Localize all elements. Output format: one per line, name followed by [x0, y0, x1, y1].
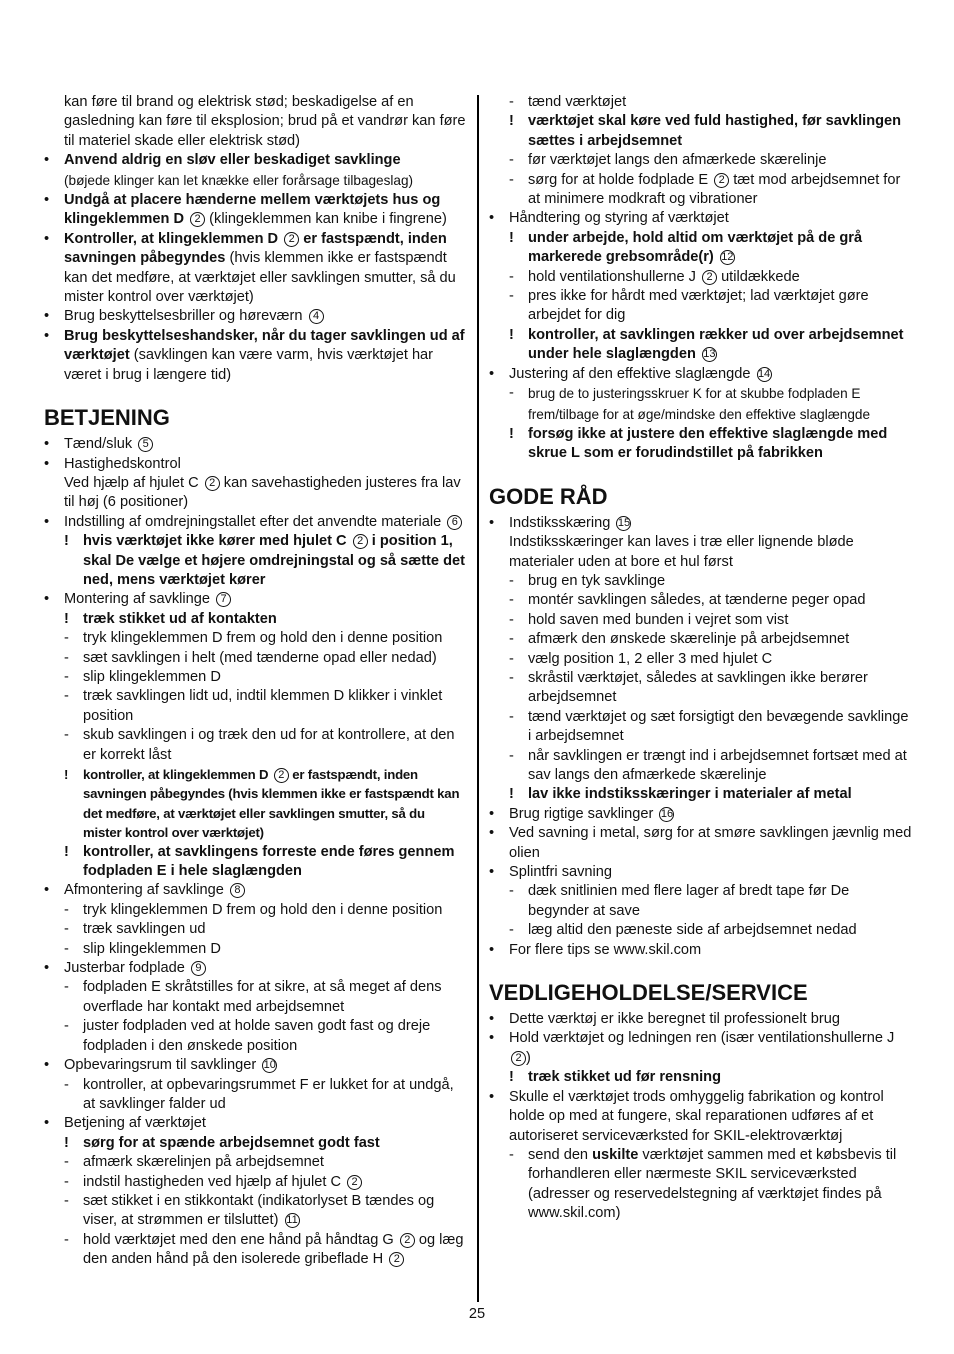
- dash-item: - når savklingen er trængt ind i arbejdsemnet fortsæt med at sav langs den afmærkede skærelinje: [509, 747, 907, 783]
- list-item: • Kontroller, at klingeklemmen D 2 er fastspændt, inden savningen påbegyndes (hvis klemmen ikke er fastspændt kan det medføre, at værktøjet eller savklingen smutter, så du mister kontrol over værktøjet): [44, 230, 456, 306]
- list-item: • Betjening af værktøjet: [44, 1115, 206, 1132]
- dash-item: - træk savklingen ud: [64, 921, 206, 938]
- warning-item: ! hvis værktøjet ikke kører med hjulet C 2 i position 1, skal De vælge et højere omdrejningstal og så sætte det ned, mens værktøjet kører: [64, 533, 465, 588]
- dash-item: - kontroller, at opbevaringsrummet F er lukket for at undgå, at savklinger falder ud: [64, 1076, 454, 1112]
- dash-item: - tænd værktøjet: [509, 94, 627, 110]
- dash-item: - montér savklingen således, at tænderne peger opad: [509, 592, 866, 609]
- dash-item: - slip klingeklemmen D: [64, 668, 221, 685]
- left-column: [44, 93, 466, 1270]
- right-column: [489, 93, 913, 1224]
- dash-item: - træk savklingen lidt ud, indtil klemmen D klikker i vinklet position: [64, 688, 443, 724]
- warning-item: ! kontroller, at klingeklemmen D 2 er fastspændt, inden savningen påbegyndes (hvis klemmen ikke er fastspændt kan det medføre, at værktøjet eller savklingen smutter, så du mister kontrol over værktøjet): [64, 767, 460, 841]
- figure-ref: 2: [347, 1175, 362, 1190]
- dash-item: - brug en tyk savklinge: [509, 572, 666, 589]
- dash-item: - læg altid den pæneste side af arbejdsemnet nedad: [509, 922, 857, 939]
- list-item: • Brug beskyttelseshandsker, når du tager savklingen ud af værktøjet (savklingen kan være varm, hvis værktøjet har været i brug i længere tid): [44, 327, 465, 383]
- dash-item: - sæt stikket i en stikkontakt (indikatorlyset B tændes og viser, at strømmen er tilsluttet) 11: [64, 1192, 435, 1229]
- dash-item: - tænd værktøjet og sæt forsigtigt den bevægende savklinge i arbejdsemnet: [509, 708, 909, 745]
- list-item: • Justering af den effektive slaglængde 14: [489, 365, 771, 382]
- figure-ref: 10: [263, 1059, 276, 1072]
- figure-ref: 2: [353, 534, 368, 549]
- dash-item: - afmærk skærelinjen på arbejdsemnet: [64, 1154, 324, 1171]
- list-item: • Justerbar fodplade 9: [44, 959, 466, 978]
- figure-ref: 8: [230, 883, 245, 898]
- dash-item: - hold værktøjet med den ene hånd på håndtag G 2 og læg den anden hånd på den isolerede gribeflade H 2: [64, 1231, 464, 1268]
- figure-ref: 2: [714, 173, 729, 188]
- list-item: • Håndtering og styring af værktøjet: [489, 210, 729, 227]
- page-number: 25: [468, 1306, 486, 1322]
- warning-item: ! sørg for at spænde arbejdsemnet godt fast: [64, 1134, 380, 1151]
- list-item: • Splintfri savning: [489, 864, 613, 881]
- dash-item: - skub savklingen i og træk den ud for at kontrollere, at den er korrekt låst: [64, 727, 455, 763]
- figure-ref: 16: [660, 807, 674, 820]
- list-item: • For flere tips se www.skil.com: [489, 941, 702, 958]
- list-item: • Hastighedskontrol Ved hjælp af hjulet C 2 kan savehastigheden justeres fra lav til høj (6 positioner): [44, 455, 461, 511]
- dash-item: - brug de to justeringsskruer K for at skubbe fodpladen E frem/tilbage for at øge/mindske den effektive slaglængde: [509, 385, 871, 422]
- dash-item: - fodpladen E skråtstilles for at sikre, at så meget af dens overflade har kontakt med arbejdsemnet: [64, 979, 442, 1015]
- section-heading: GODE RÅD: [489, 483, 608, 509]
- dash-item: - afmærk den ønskede skærelinje på arbejdsemnet: [509, 631, 850, 648]
- section-heading: VEDLIGEHOLDELSE/SERVICE: [489, 980, 808, 1006]
- figure-ref: 7: [216, 592, 231, 607]
- dash-item: - hold ventilationshullerne J 2 utildækkede: [509, 268, 800, 285]
- figure-ref: 12: [721, 251, 734, 264]
- dash-item: - vælg position 1, 2 eller 3 med hjulet C: [509, 650, 773, 667]
- dash-item: - sørg for at holde fodplade E 2 tæt mod arbejdsemnet for at minimere modkraft og vibrationer: [509, 171, 901, 208]
- list-item: • Tænd/sluk 5: [44, 435, 466, 454]
- list-item: • Brug rigtige savklinger 16: [489, 805, 674, 822]
- list-item: • Opbevaringsrum til savklinger 10: [44, 1057, 276, 1074]
- figure-ref: 4: [309, 309, 324, 324]
- list-item: • Hold værktøjet og ledningen ren (især ventilationshullerne J 2 ): [489, 1030, 895, 1066]
- dash-item: - slip klingeklemmen D: [64, 940, 221, 957]
- paragraph-continuation: kan føre til brand og elektrisk stød; beskadigelse af en gasledning kan føre til eksplosion; brud på et vandrør kan føre til materiel skade eller elektrisk stød): [64, 94, 466, 149]
- figure-ref: 14: [757, 367, 771, 380]
- warning-item: ! lav ikke indstiksskæringer i materialer af metal: [509, 786, 852, 803]
- list-item: • Undgå at placere hænderne mellem værktøjets hus og klingeklemmen D 2 (klingeklemmen kan knibe i fingrene): [44, 192, 447, 228]
- dash-item: - juster fodpladen ved at holde saven godt fast og dreje fodpladen i den ønskede position: [64, 1018, 431, 1054]
- figure-ref: 2: [274, 768, 289, 783]
- list-item: • Indstiksskæring 15 Indstiksskæringer kan laves i træ eller lignende bløde materialer uden at bore et hul først: [489, 514, 854, 570]
- figure-ref: 9: [191, 961, 206, 976]
- warning-item: ! under arbejde, hold altid om værktøjet på de grå markerede grebsområde(r) 12: [509, 229, 863, 266]
- list-item: • Afmontering af savklinge 8: [44, 881, 466, 900]
- figure-ref: 2: [389, 1252, 404, 1267]
- figure-ref: 15: [617, 516, 631, 529]
- dash-item: - skråstil værktøjet, således at savklingen ikke berører arbejdsemnet: [509, 669, 868, 706]
- warning-item: ! kontroller, at savklingens forreste ende føres gennem fodpladen E i hele slaglængden: [64, 843, 455, 880]
- figure-ref: 2: [284, 232, 299, 247]
- list-item: • Brug beskyttelsesbriller og høreværn 4: [44, 307, 466, 326]
- warning-item: ! værktøjet skal køre ved fuld hastighed, før savklingen sættes i arbejdsemnet: [509, 113, 902, 149]
- figure-ref: 2: [205, 476, 220, 491]
- dash-item: - send den uskilte værktøjet sammen med et købsbevis til forhandleren eller nærmeste SKIL serviceværksted (adresser og reservedelstegning af værktøjet findes på www.skil.com): [509, 1146, 897, 1222]
- figure-ref: 2: [702, 270, 717, 285]
- list-item: • Skulle el værktøjet trods omhyggelig fabrikation og kontrol holde op med at fungere, skal reparationen udføres af et autoriseret serviceværksted for SKIL-elektroværktøj: [489, 1088, 884, 1144]
- figure-ref: 6: [447, 515, 462, 530]
- figure-ref: 5: [138, 437, 153, 452]
- warning-item: ! kontroller, at savklingen rækker ud over arbejdsemnet under hele slaglængden 13: [509, 326, 904, 363]
- dash-item: - tryk klingeklemmen D frem og hold den i denne position: [64, 901, 443, 918]
- dash-item: - hold saven med bunden i vejret som vist: [509, 611, 789, 628]
- dash-item: - tryk klingeklemmen D frem og hold den i denne position: [64, 630, 443, 647]
- column-divider: [477, 95, 479, 1302]
- dash-item: - indstil hastigheden ved hjælp af hjulet C 2: [64, 1173, 466, 1192]
- list-item: • Dette værktøj er ikke beregnet til professionelt brug: [489, 1011, 840, 1028]
- figure-ref: 2: [511, 1051, 526, 1066]
- section-heading: BETJENING: [44, 405, 170, 431]
- dash-item: - før værktøjet langs den afmærkede skærelinje: [509, 152, 827, 169]
- warning-item: ! træk stikket ud før rensning: [509, 1069, 721, 1086]
- dash-item: - dæk snitlinien med flere lager af bredt tape før De begynder at save: [509, 883, 850, 919]
- list-item: • Montering af savklinge 7: [44, 590, 466, 609]
- dash-item: - sæt savklingen i helt (med tænderne opad eller nedad): [64, 649, 437, 666]
- list-item: • Ved savning i metal, sørg for at smøre savklingen jævnlig med olien: [489, 825, 912, 861]
- list-item: • Anvend aldrig en sløv eller beskadiget savklinge (bøjede klinger kan let knække eller forårsage tilbageslag): [44, 152, 414, 188]
- figure-ref: 2: [190, 212, 205, 227]
- figure-ref: 11: [286, 1214, 298, 1227]
- dash-item: - pres ikke for hårdt med værktøjet; lad værktøjet gøre arbejdet for dig: [509, 288, 869, 324]
- warning-item: ! træk stikket ud af kontakten: [64, 610, 277, 627]
- figure-ref: 2: [400, 1233, 415, 1248]
- warning-item: ! forsøg ikke at justere den effektive slaglængde med skrue L som er forudindstillet på fabrikken: [509, 425, 888, 462]
- figure-ref: 13: [703, 348, 716, 361]
- list-item: • Indstilling af omdrejningstallet efter det anvendte materiale 6: [44, 513, 466, 532]
